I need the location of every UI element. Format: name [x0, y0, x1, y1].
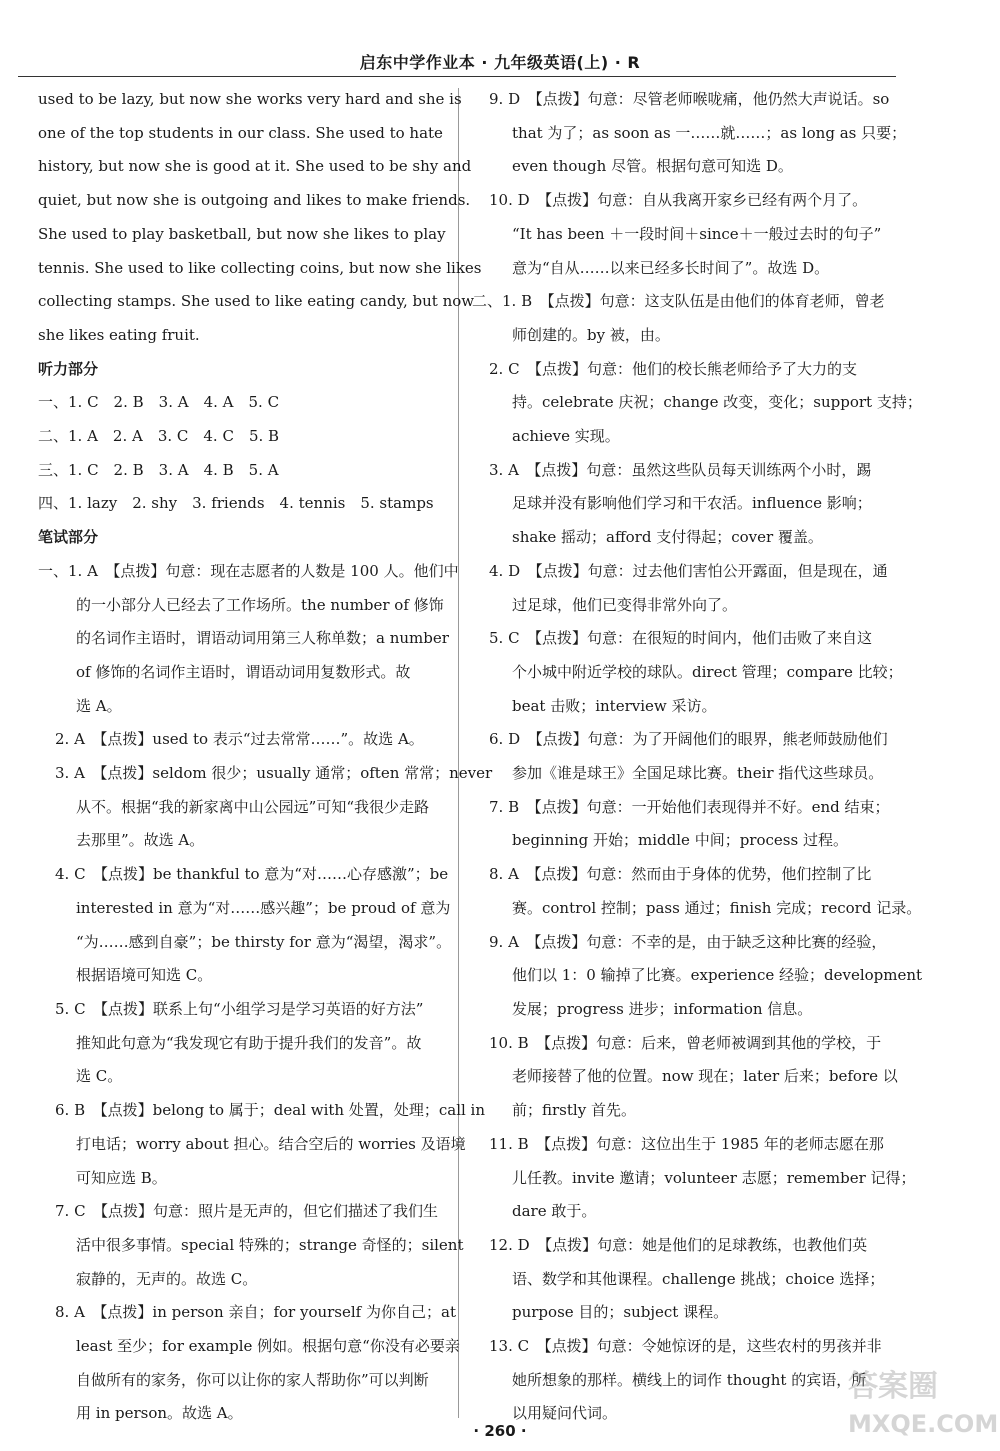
- answer-line: 二、1. B 【点拨】句意：这支队伍是由他们的体育老师，曾老: [472, 292, 885, 311]
- answer-line: 意为“自从……以来已经多长时间了”。故选 D。: [512, 258, 830, 277]
- answer-line: 2. A 【点拨】used to 表示“过去常常……”。故选 A。: [55, 730, 424, 749]
- answer-line: 12. D 【点拨】句意：她是他们的足球教练，也教他们英: [489, 1235, 868, 1254]
- answer-line: purpose 目的；subject 课程。: [512, 1303, 729, 1322]
- answer-line: 儿任教。invite 邀请；volunteer 志愿；remember 记得；: [512, 1168, 916, 1187]
- answer-line: 3. A 【点拨】seldom 很少；usually 通常；often 常常；never: [55, 764, 493, 783]
- answer-line: 7. B 【点拨】句意：一开始他们表现得并不好。end 结束；: [489, 797, 890, 816]
- answer-line: “为……感到自豪”；be thirsty for 意为“渴望，渴求”。: [76, 932, 452, 951]
- answer-line: quiet, but now she is outgoing and likes to make friends.: [38, 191, 471, 210]
- answer-line: 5. C 【点拨】联系上句“小组学习是学习英语的好方法”: [55, 999, 424, 1018]
- answer-line: 4. C 【点拨】be thankful to 意为“对……心存感激”；be: [55, 865, 449, 884]
- page-number: · 260 ·: [473, 1422, 527, 1440]
- answer-line: 推知此句意为“我发现它有助于提升我们的发音”。故: [76, 1033, 422, 1052]
- answer-line: 四、1. lazy 2. shy 3. friends 4. tennis 5. stamps: [38, 494, 434, 513]
- section-heading: 听力部分: [38, 359, 99, 378]
- answer-line: 从不。根据“我的新家离中山公园远”可知“我很少走路: [76, 797, 430, 816]
- answer-line: 赛。control 控制；pass 通过；finish 完成；record 记录。: [512, 898, 922, 917]
- answer-line: 以用疑问代词。: [512, 1404, 618, 1423]
- answer-line: history, but now she is good at it. She used to be shy and: [38, 157, 472, 176]
- answer-line: 11. B 【点拨】句意：这位出生于 1985 年的老师志愿在那: [489, 1134, 884, 1153]
- page-header: 启东中学作业本 · 九年级英语(上) · R: [359, 53, 641, 72]
- answer-line: “It has been ＋一段时间＋since＋一般过去时的句子”: [512, 224, 882, 243]
- answer-line: 一、1. A 【点拨】句意：现在志愿者的人数是 100 人。他们中: [38, 561, 459, 580]
- answer-line: 活中很多事情。special 特殊的；strange 奇怪的；silent: [76, 1235, 464, 1254]
- answer-line: 5. C 【点拨】句意：在很短的时间内，他们击败了来自这: [489, 629, 873, 648]
- answer-line: 他们以 1：0 输掉了比赛。experience 经验；development: [512, 966, 923, 985]
- answer-line: 发展；progress 进步；information 信息。: [512, 999, 813, 1018]
- answer-line: 2. C 【点拨】句意：他们的校长熊老师给予了大力的支: [489, 359, 858, 378]
- answer-line: 的名词作主语时，谓语动词用第三人称单数；a number: [76, 629, 449, 648]
- answer-line: she likes eating fruit.: [38, 325, 200, 344]
- answer-line: 三、1. C 2. B 3. A 4. B 5. A: [38, 460, 279, 479]
- answer-line: 6. B 【点拨】belong to 属于；deal with 处置，处理；call in: [55, 1101, 486, 1120]
- answer-line: interested in 意为“对……感兴趣”；be proud of 意为: [76, 898, 451, 917]
- answer-line: 9. A 【点拨】句意：不幸的是，由于缺乏这种比赛的经验，: [489, 932, 887, 951]
- answer-line: 6. D 【点拨】句意：为了开阔他们的眼界，熊老师鼓励他们: [489, 730, 888, 749]
- answer-line: beat 击败；interview 采访。: [512, 696, 717, 715]
- watermark-line2: MXQE.COM: [848, 1410, 999, 1438]
- answer-line: 9. D 【点拨】句意：尽管老师喉咙痛，他仍然大声说话。so: [489, 90, 890, 108]
- answer-line: 选 A。: [76, 696, 122, 715]
- answer-line: 老师接替了他的位置。now 现在；later 后来；before 以: [512, 1067, 898, 1086]
- answer-line: 她所想象的那样。横线上的词作 thought 的宾语，所: [512, 1370, 867, 1389]
- answer-line: She used to play basketball, but now she likes to play: [38, 224, 446, 243]
- answer-line: 持。celebrate 庆祝；change 改变，变化；support 支持；: [512, 393, 922, 412]
- watermark-logo: [842, 1360, 999, 1440]
- answer-line: 参加《谁是球王》全国足球比赛。their 指代这些球员。: [512, 764, 884, 783]
- left-column: [38, 83, 493, 1431]
- answer-line: shake 摇动；afford 支付得起；cover 覆盖。: [512, 528, 823, 547]
- header-rule: [18, 76, 896, 77]
- answer-line: 去那里”。故选 A。: [76, 831, 205, 850]
- answer-line: 4. D 【点拨】句意：过去他们害怕公开露面，但是现在，通: [489, 561, 888, 580]
- column-divider: [458, 88, 459, 1418]
- answer-line: 过足球，他们已变得非常外向了。: [512, 595, 738, 614]
- answer-line: 师创建的。by 被，由。: [512, 325, 670, 344]
- answer-line: 选 C。: [76, 1067, 123, 1086]
- answer-line: 足球并没有影响他们学习和干农活。influence 影响；: [512, 494, 872, 513]
- answer-line: 一、1. C 2. B 3. A 4. A 5. C: [38, 393, 280, 412]
- answer-line: 8. A 【点拨】in person 亲自；for yourself 为你自己；at: [55, 1303, 456, 1322]
- right-column: [472, 83, 923, 1431]
- answer-line: one of the top students in our class. She used to hate: [38, 123, 443, 142]
- answer-line: 个小城中附近学校的球队。direct 管理；compare 比较；: [512, 662, 903, 681]
- answer-line: of 修饰的名词作主语时，谓语动词用复数形式。故: [76, 662, 411, 681]
- watermark-line1: 答案圈: [848, 1369, 938, 1404]
- answer-line: 8. A 【点拨】句意：然而由于身体的优势，他们控制了比: [489, 865, 872, 884]
- answer-line: 自做所有的家务，你可以让你的家人帮助你”可以判断: [76, 1370, 429, 1389]
- answer-line: 3. A 【点拨】句意：虽然这些队员每天训练两个小时，踢: [489, 460, 872, 479]
- answer-line: even though 尽管。根据句意可知选 D。: [512, 157, 793, 176]
- answer-line: 用 in person。故选 A。: [76, 1404, 243, 1423]
- answer-line: tennis. She used to like collecting coins, but now she likes: [38, 258, 482, 277]
- answer-line: used to be lazy, but now she works very hard and she is: [38, 90, 462, 108]
- answer-line: 前；firstly 首先。: [512, 1101, 636, 1120]
- answer-line: 语、数学和其他课程。challenge 挑战；choice 选择；: [512, 1269, 885, 1288]
- answer-line: achieve 实现。: [512, 427, 620, 446]
- answer-line: collecting stamps. She used to like eating candy, but now: [38, 292, 475, 311]
- answer-line: beginning 开始；middle 中间；process 过程。: [512, 831, 848, 850]
- answer-line: least 至少；for example 例如。根据句意“你没有必要亲: [76, 1337, 460, 1356]
- answer-line: 10. D 【点拨】句意：自从我离开家乡已经有两个月了。: [489, 191, 868, 210]
- answer-line: that 为了；as soon as 一……就……；as long as 只要；: [512, 123, 907, 142]
- section-heading: 笔试部分: [38, 528, 99, 547]
- answer-line: 打电话；worry about 担心。结合空后的 worries 及语境: [76, 1134, 466, 1153]
- answer-line: 的一小部分人已经去了工作场所。the number of 修饰: [76, 595, 444, 614]
- answer-line: 13. C 【点拨】句意：令她惊讶的是，这些农村的男孩并非: [489, 1337, 882, 1356]
- answer-line: 寂静的，无声的。故选 C。: [76, 1269, 258, 1288]
- answer-line: dare 敢于。: [512, 1202, 597, 1221]
- answer-line: 可知应选 B。: [76, 1168, 167, 1187]
- answer-line: 二、1. A 2. A 3. C 4. C 5. B: [38, 427, 280, 446]
- answer-line: 根据语境可知选 C。: [76, 966, 213, 985]
- answer-line: 10. B 【点拨】句意：后来，曾老师被调到其他的学校，于: [489, 1033, 882, 1052]
- answer-line: 7. C 【点拨】句意：照片是无声的，但它们描述了我们生: [55, 1202, 439, 1221]
